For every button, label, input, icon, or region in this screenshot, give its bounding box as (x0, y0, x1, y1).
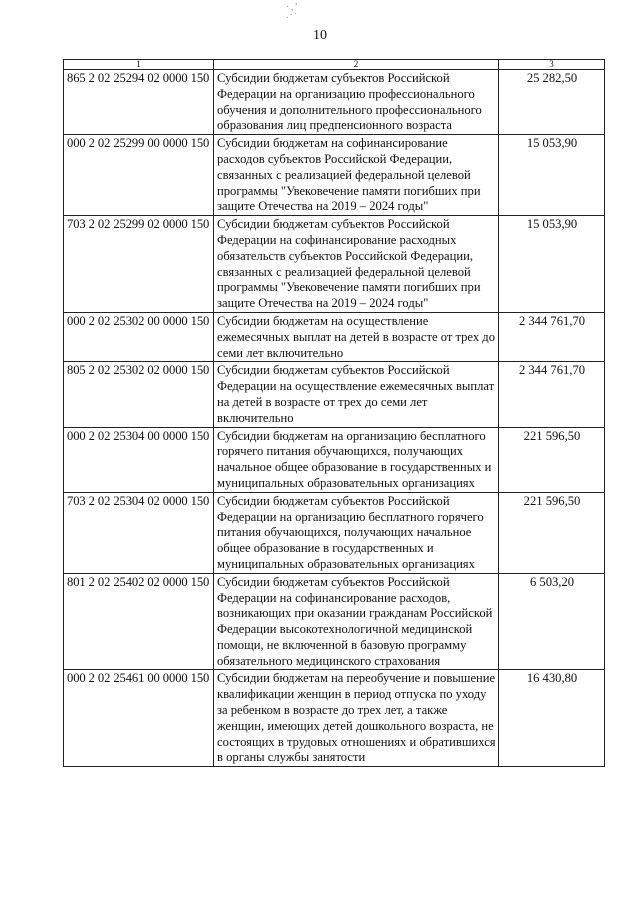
amount-cell: 221 596,50 (499, 427, 605, 492)
description-cell: Субсидии бюджетам субъектов Российской Федерации на организацию профессионального обучения и дополнительного профессионального образования лиц предпенсионного возраста (214, 70, 499, 135)
description-cell: Субсидии бюджетам субъектов Российской Федерации на софинансирование расходов, возникающих при оказании гражданам Российской Федерации высокотехнологичной медицинской помощи, не включенной в базовую программу обязательного медицинского страхования (214, 573, 499, 670)
description-cell: Субсидии бюджетам на софинансирование расходов субъектов Российской Федерации, связанных с реализацией федеральной целевой программы "Увековечение памяти погибших при защите Отечества на 2019 – 2024 годы" (214, 135, 499, 216)
budget-code-cell: 805 2 02 25302 02 0000 150 (64, 362, 214, 427)
column-header-amount: 3 (499, 60, 605, 70)
table-row (64, 427, 605, 492)
table-row (64, 216, 605, 313)
table-row (64, 573, 605, 670)
table-row (64, 70, 605, 135)
table-row (64, 312, 605, 361)
description-cell: Субсидии бюджетам субъектов Российской Федерации на осуществление ежемесячных выплат на детей в возрасте от трех до семи лет включительно (214, 362, 499, 427)
table-row (64, 492, 605, 573)
table-row (64, 670, 605, 767)
budget-code-cell: 000 2 02 25461 00 0000 150 (64, 670, 214, 767)
amount-cell: 6 503,20 (499, 573, 605, 670)
budget-code-cell: 000 2 02 25302 00 0000 150 (64, 312, 214, 361)
amount-cell: 2 344 761,70 (499, 312, 605, 361)
amount-cell: 25 282,50 (499, 70, 605, 135)
amount-cell: 221 596,50 (499, 492, 605, 573)
budget-code-cell: 865 2 02 25294 02 0000 150 (64, 70, 214, 135)
description-cell: Субсидии бюджетам на организацию бесплатного горячего питания обучающихся, получающих начальное общее образование в государственных и муниципальных образовательных организациях (214, 427, 499, 492)
table-row (64, 362, 605, 427)
budget-code-cell: 000 2 02 25299 00 0000 150 (64, 135, 214, 216)
description-cell: Субсидии бюджетам на осуществление ежемесячных выплат на детей в возрасте от трех до семи лет включительно (214, 312, 499, 361)
budget-code-cell: 703 2 02 25299 02 0000 150 (64, 216, 214, 313)
description-cell: Субсидии бюджетам субъектов Российской Федерации на организацию бесплатного горячего питания обучающихся, получающих начальное общее образование в государственных и муниципальных образовательных организациях (214, 492, 499, 573)
page-number: 10 (313, 28, 327, 43)
description-cell: Субсидии бюджетам на переобучение и повышение квалификации женщин в период отпуска по уходу за ребенком в возрасте до трех лет, а также женщин, имеющих детей дошкольного возраста, не состоящих в трудовых отношениях и обратившихся в органы службы занятости (214, 670, 499, 767)
scan-smudge: ·‚ʼ .·ˑ (286, 2, 299, 21)
table-header-row (64, 60, 605, 70)
amount-cell: 15 053,90 (499, 135, 605, 216)
budget-code-cell: 703 2 02 25304 02 0000 150 (64, 492, 214, 573)
amount-cell: 2 344 761,70 (499, 362, 605, 427)
column-header-description: 2 (214, 60, 499, 70)
column-header-code: 1 (64, 60, 214, 70)
budget-table (63, 59, 605, 767)
amount-cell: 16 430,80 (499, 670, 605, 767)
budget-code-cell: 000 2 02 25304 00 0000 150 (64, 427, 214, 492)
description-cell: Субсидии бюджетам субъектов Российской Федерации на софинансирование расходных обязательств субъектов Российской Федерации, связанных с реализацией федеральной целевой программы "Увековечение памяти погибших при защите Отечества на 2019 – 2024 годы" (214, 216, 499, 313)
budget-code-cell: 801 2 02 25402 02 0000 150 (64, 573, 214, 670)
table-row (64, 135, 605, 216)
amount-cell: 15 053,90 (499, 216, 605, 313)
